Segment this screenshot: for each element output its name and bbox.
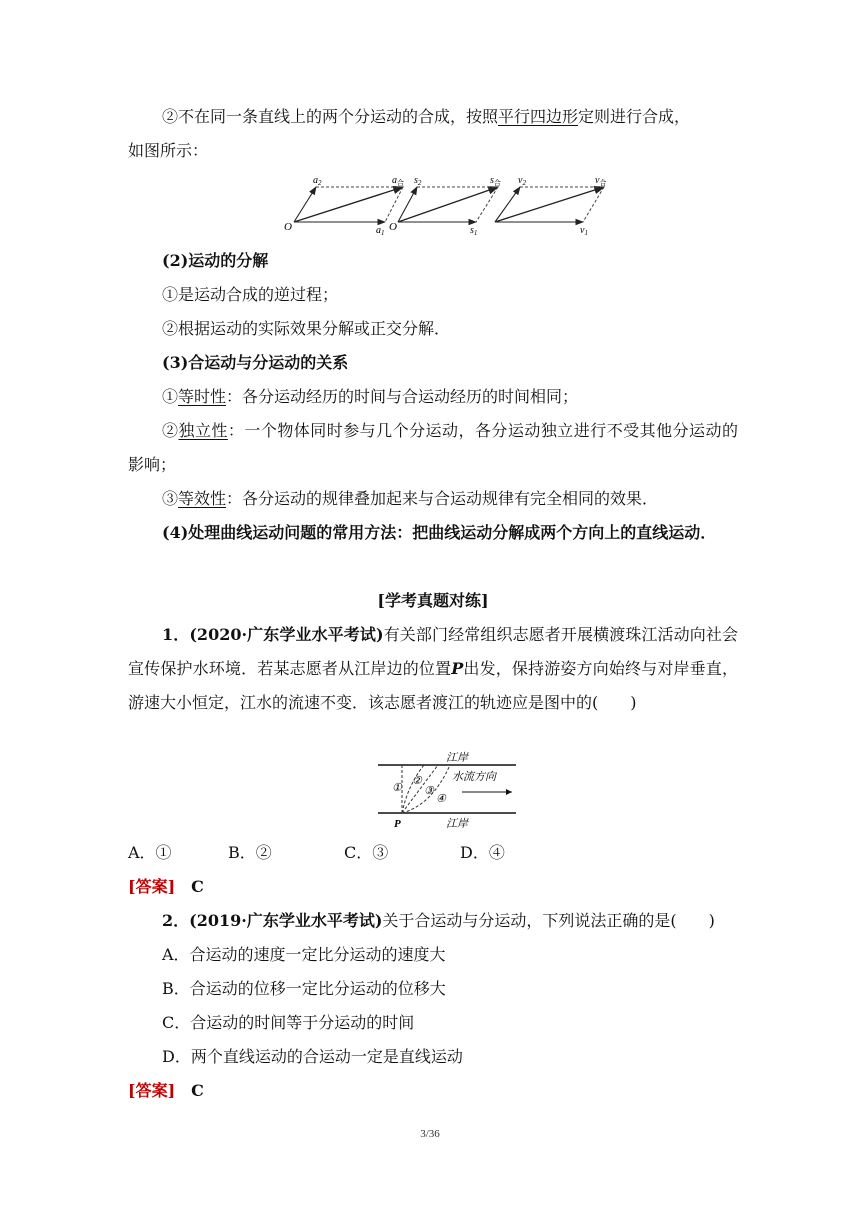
text: ③ <box>162 489 179 508</box>
origin-label: O <box>389 221 397 233</box>
option-b[interactable]: B．② <box>228 843 272 862</box>
question-number: 1． <box>162 625 190 644</box>
text: 关于合运动与分运动，下列说法正确的是( ) <box>382 911 715 930</box>
paragraph-parallelogram-cont: 如图所示： <box>128 141 209 160</box>
s1-label: $s_1$ <box>470 225 478 236</box>
river-figure <box>372 750 522 832</box>
s-he-label: $s_合$ <box>490 175 501 187</box>
question-source: (2020·广东学业水平考试) <box>189 625 384 644</box>
v-he-label: $v_合$ <box>595 175 607 187</box>
page-number: 3/36 <box>420 1128 440 1140</box>
parallelogram-panel-s <box>389 175 501 236</box>
relation-item-1 <box>128 380 738 414</box>
q2-option-c[interactable]: C．合运动的时间等于分运动的时间 <box>162 1013 415 1032</box>
underlined-term: 平行四边形 <box>498 107 579 126</box>
question-number: 2． <box>162 911 190 930</box>
flow-label: 水流方向 <box>452 771 496 783</box>
origin-label: O <box>284 221 292 233</box>
top-bank-label: 江岸 <box>446 752 468 764</box>
answer-value: C <box>191 877 204 896</box>
s2-label: $s_2$ <box>414 175 422 187</box>
q2-option-d[interactable]: D．两个直线运动的合运动一定是直线运动 <box>162 1047 463 1066</box>
underlined-term: 独立性 <box>178 421 228 440</box>
a1-label: $a_1$ <box>376 225 385 236</box>
heading-relation: (3)合运动与分运动的关系 <box>162 353 349 372</box>
question-1-options <box>128 836 738 870</box>
point-p-label: P <box>394 818 401 830</box>
text: ②不在同一条直线上的两个分运动的合成，按照 <box>162 107 499 126</box>
parallelogram-figure <box>280 170 625 236</box>
question-2 <box>128 904 738 938</box>
question-1-answer <box>128 870 738 904</box>
text: 定则进行合成， <box>578 107 691 126</box>
q2-option-a[interactable]: A．合运动的速度一定比分运动的速度大 <box>162 945 446 964</box>
answer-value: C <box>191 1081 204 1100</box>
v1-label: $v_1$ <box>580 225 588 236</box>
text: ① <box>162 387 179 406</box>
parallelogram-panel-v <box>495 175 606 236</box>
q2-option-b[interactable]: B．合运动的位移一定比分运动的位移大 <box>162 979 446 998</box>
v2-label: $v_2$ <box>518 175 526 187</box>
question-source: (2019·广东学业水平考试) <box>189 911 383 930</box>
section-heading: [学考真题对练] <box>377 591 489 610</box>
heading-decomposition: (2)运动的分解 <box>162 251 269 270</box>
text: 处理曲线运动问题的常用方法：把曲线运动分解成两个方向上的直线运动． <box>188 523 717 542</box>
text: 有关部门经常组织志愿者开展横渡珠江活动向社会宣传保护水环境．若某志愿者从江岸边的位置 <box>128 625 738 678</box>
text: ：一个物体同时参与几个分运动，各分运动独立进行不受其他分运动的影响； <box>128 421 738 474</box>
option-c[interactable]: C．③ <box>344 843 389 862</box>
relation-item-2 <box>128 414 738 482</box>
decomposition-item-1: ①是运动合成的逆过程； <box>162 285 339 304</box>
point-label: P <box>451 659 464 678</box>
text: ：各分运动经历的时间与合运动经历的时间相同； <box>226 387 579 406</box>
text: ：各分运动的规律叠加起来与合运动规律有完全相同的效果． <box>226 489 659 508</box>
path-1-label: ① <box>392 782 402 794</box>
bottom-bank-label: 江岸 <box>446 818 468 830</box>
option-a[interactable]: A．① <box>128 843 172 862</box>
text: ② <box>162 421 179 440</box>
paragraph-parallelogram <box>128 100 738 134</box>
path-2-label: ② <box>412 775 422 787</box>
relation-item-3 <box>128 482 738 516</box>
text: (4) <box>162 523 189 542</box>
underlined-term: 等效性 <box>178 489 227 508</box>
path-3-label: ③ <box>424 785 434 797</box>
path-4-label: ④ <box>436 793 446 805</box>
answer-label: [答案] <box>128 877 176 896</box>
method-paragraph <box>128 516 738 550</box>
text: 出发，保持游姿方向始终与对岸垂直，游速大小恒定，江水的流速不变．该志愿者渡江的轨迹应是图中的( ) <box>128 659 738 712</box>
decomposition-item-2: ②根据运动的实际效果分解或正交分解． <box>162 319 451 338</box>
question-2-answer <box>128 1074 738 1108</box>
a2-label: $a_2$ <box>313 175 322 187</box>
question-1 <box>128 618 738 720</box>
parallelogram-panel-a <box>284 175 404 236</box>
option-d[interactable]: D．④ <box>460 843 505 862</box>
answer-label: [答案] <box>128 1081 176 1100</box>
a-he-label: $a_合$ <box>392 175 404 187</box>
underlined-term: 等时性 <box>178 387 227 406</box>
